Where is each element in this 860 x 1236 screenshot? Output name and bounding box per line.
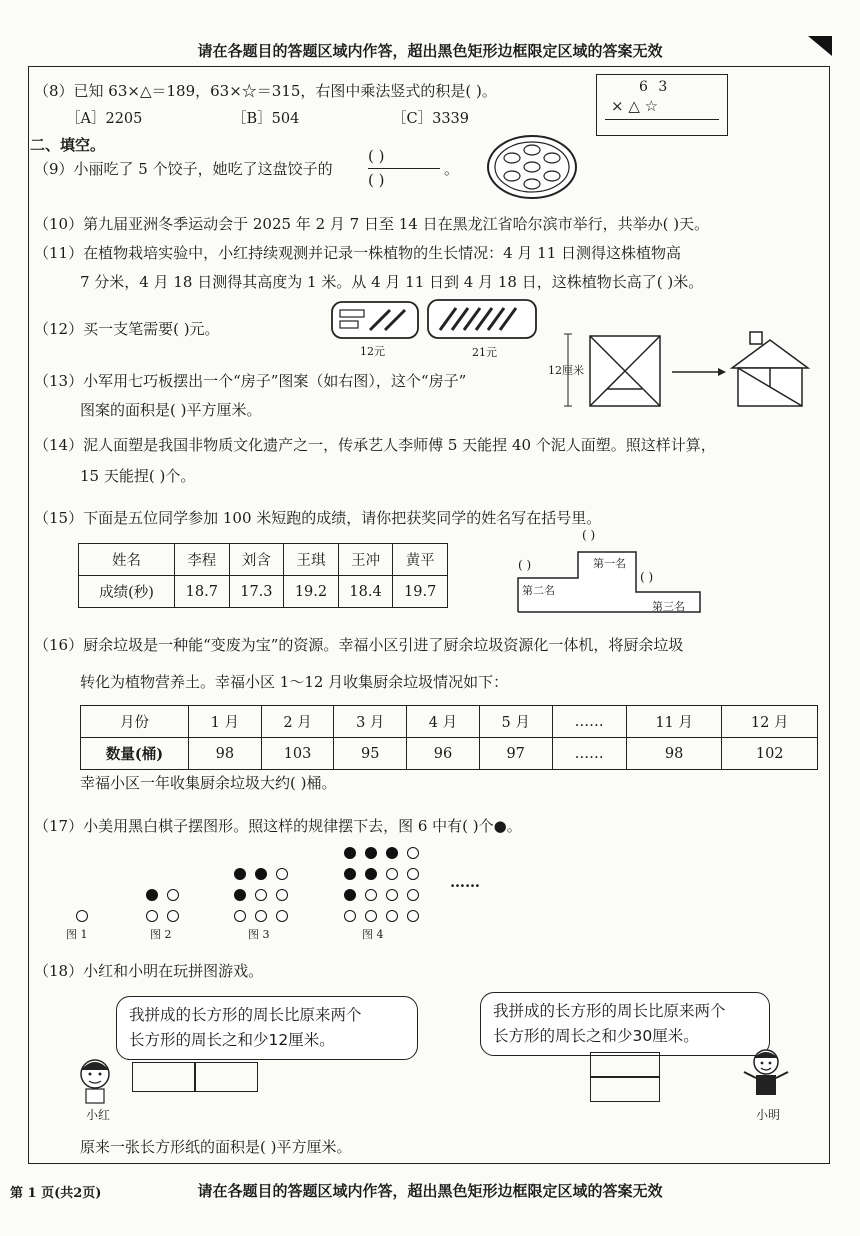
- table-cell: 3 月: [334, 706, 407, 738]
- white-piece: [276, 868, 288, 880]
- white-piece: [167, 910, 179, 922]
- fig-1-label: 图 1: [66, 928, 88, 941]
- table-cell: 96: [407, 738, 480, 770]
- table-cell: 王冲: [338, 544, 393, 576]
- table-row: [81, 706, 818, 738]
- white-piece: [386, 889, 398, 901]
- white-piece: [386, 910, 398, 922]
- section-fill-title: 二、填空。: [30, 136, 106, 154]
- table-row: [81, 738, 818, 770]
- black-piece: [365, 868, 377, 880]
- table-cell: 19.2: [284, 576, 339, 608]
- q8-fig-bottom: × △ ☆: [611, 97, 659, 115]
- q13-line2: 图案的面积是( )平方厘米。: [80, 401, 262, 419]
- table-cell: 97: [479, 738, 552, 770]
- q9-text: （9）小丽吃了 5 个饺子，她吃了这盘饺子的: [34, 160, 333, 178]
- table-cell: 18.7: [175, 576, 230, 608]
- q9-frac-denominator[interactable]: ( ): [368, 171, 385, 189]
- fig-4-label: 图 4: [362, 928, 384, 941]
- q9-end: 。: [444, 160, 460, 178]
- pattern-ellipsis: ……: [450, 873, 480, 891]
- speech-bubble-xiaoming: 我拼成的长方形的周长比原来两个 长方形的周长之和少30厘米。: [480, 992, 770, 1056]
- q18-text: （18）小红和小明在玩拼图游戏。: [34, 962, 264, 980]
- podium-first-blank[interactable]: ( ): [582, 528, 596, 542]
- fig-2-label: 图 2: [150, 928, 172, 941]
- black-piece: [344, 868, 356, 880]
- q10-text: （10）第九届亚洲冬季运动会于 2025 年 2 月 7 日至 14 日在黑龙江省哈尔滨市举行，共举办( )天。: [34, 215, 710, 233]
- table-cell: 4 月: [407, 706, 480, 738]
- q8-option-b[interactable]: ［B］504: [232, 111, 300, 127]
- table-cell: 王琪: [284, 544, 339, 576]
- q17-text: （17）小美用黑白棋子摆图形。照这样的规律摆下去，图 6 中有( )个●。: [34, 817, 522, 835]
- table-cell: 18.4: [338, 576, 393, 608]
- xiaoming-avatar: [738, 1044, 794, 1106]
- black-piece: [386, 847, 398, 859]
- table-cell: 95: [334, 738, 407, 770]
- podium-second-blank[interactable]: ( ): [518, 558, 532, 572]
- table-cell: 数量(桶): [81, 738, 189, 770]
- speech-bubble-xiaohong: 我拼成的长方形的周长比原来两个 长方形的周长之和少12厘米。: [116, 996, 418, 1060]
- table-cell: 5 月: [479, 706, 552, 738]
- q15-score-table: [78, 543, 448, 608]
- table-cell: ……: [552, 706, 626, 738]
- white-piece: [407, 868, 419, 880]
- q16-line3: 幸福小区一年收集厨余垃圾大约( )桶。: [80, 774, 337, 792]
- q13-line1: （13）小军用七巧板摆出一个“房子”图案（如右图），这个“房子”: [34, 372, 467, 390]
- table-cell: 姓名: [79, 544, 175, 576]
- table-cell: 月份: [81, 706, 189, 738]
- white-piece: [407, 847, 419, 859]
- white-piece: [255, 889, 267, 901]
- table-row: [79, 544, 448, 576]
- q14-line2: 15 天能捏( )个。: [80, 467, 196, 485]
- q11-line1: （11）在植物栽培实验中，小红持续观测并记录一株植物的生长情况：4 月 11 日测得这株植物高: [34, 244, 682, 262]
- black-piece: [365, 847, 377, 859]
- white-piece: [407, 889, 419, 901]
- q16-waste-table: [80, 705, 818, 770]
- table-cell: 2 月: [261, 706, 334, 738]
- black-piece: [234, 868, 246, 880]
- fig-3-label: 图 3: [248, 928, 270, 941]
- podium-third-blank[interactable]: ( ): [640, 570, 654, 584]
- q12-text: （12）买一支笔需要( )元。: [34, 320, 220, 338]
- black-piece: [146, 889, 158, 901]
- dumpling-plate-image: [486, 134, 578, 200]
- white-piece: [276, 910, 288, 922]
- podium-first-label: 第一名: [593, 557, 626, 570]
- q8-option-c[interactable]: ［C］3339: [392, 111, 469, 127]
- table-cell: 成绩(秒): [79, 576, 175, 608]
- top-header: 请在各题目的答题区域内作答，超出黑色矩形边框限定区域的答案无效: [197, 42, 663, 60]
- white-piece: [344, 910, 356, 922]
- pen-box-two-image: [426, 298, 538, 340]
- table-cell: ……: [552, 738, 626, 770]
- white-piece: [167, 889, 179, 901]
- xiaohong-avatar: [70, 1052, 120, 1112]
- table-cell: 19.7: [393, 576, 448, 608]
- xiaoming-rect-top: [590, 1052, 660, 1078]
- black-piece: [344, 847, 356, 859]
- table-cell: 李程: [175, 544, 230, 576]
- black-piece: [344, 889, 356, 901]
- q14-line1: （14）泥人面塑是我国非物质文化遗产之一，传承艺人李师傅 5 天能捏 40 个泥人面塑。照这样计算，: [34, 436, 716, 454]
- table-cell: 1 月: [189, 706, 262, 738]
- table-cell: 102: [722, 738, 818, 770]
- white-piece: [407, 910, 419, 922]
- white-piece: [76, 910, 88, 922]
- corner-marker: [808, 36, 832, 56]
- table-cell: 17.3: [229, 576, 284, 608]
- table-cell: 11 月: [626, 706, 722, 738]
- black-piece: [255, 868, 267, 880]
- table-cell: 刘含: [229, 544, 284, 576]
- white-piece: [276, 889, 288, 901]
- table-cell: 黄平: [393, 544, 448, 576]
- table-cell: 98: [189, 738, 262, 770]
- q18-question: 原来一张长方形纸的面积是( )平方厘米。: [80, 1138, 352, 1156]
- q16-line1: （16）厨余垃圾是一种能“变废为宝”的资源。幸福小区引进了厨余垃圾资源化一体机，将厨余垃圾: [34, 636, 684, 654]
- pen-box-one-price: 12元: [360, 345, 385, 358]
- white-piece: [365, 910, 377, 922]
- tangram-side-label: 12厘米: [548, 364, 584, 377]
- white-piece: [255, 910, 267, 922]
- xiaoming-rect-bottom: [590, 1076, 660, 1102]
- black-piece: [234, 889, 246, 901]
- q9-frac-numerator[interactable]: ( ): [368, 147, 385, 165]
- white-piece: [365, 889, 377, 901]
- pen-box-two-price: 21元: [472, 346, 497, 359]
- q8-text: （8）已知 63×△＝189，63×☆＝315，右图中乘法竖式的积是( )。: [34, 82, 497, 100]
- q11-line2: 7 分米，4 月 18 日测得其高度为 1 米。从 4 月 11 日到 4 月 18 日，这株植物长高了( )米。: [80, 273, 704, 291]
- q16-line2: 转化为植物营养土。幸福小区 1～12 月收集厨余垃圾情况如下：: [80, 673, 509, 691]
- xiaohong-name: 小红: [86, 1108, 111, 1122]
- table-row: [79, 576, 448, 608]
- xiaohong-rect-left: [132, 1062, 196, 1092]
- white-piece: [234, 910, 246, 922]
- bottom-header: 请在各题目的答题区域内作答，超出黑色矩形边框限定区域的答案无效: [197, 1182, 663, 1200]
- tangram-figure: [560, 330, 830, 410]
- table-cell: 98: [626, 738, 722, 770]
- xiaohong-rect-right: [194, 1062, 258, 1092]
- table-cell: 103: [261, 738, 334, 770]
- podium-second-label: 第二名: [522, 584, 555, 597]
- table-cell: 12 月: [722, 706, 818, 738]
- q15-text: （15）下面是五位同学参加 100 米短跑的成绩，请你把获奖同学的姓名写在括号里。: [34, 509, 602, 527]
- pen-box-one-image: [330, 300, 420, 340]
- white-piece: [146, 910, 158, 922]
- page-number: 第 1 页(共2页): [10, 1186, 102, 1201]
- white-piece: [386, 868, 398, 880]
- q8-multiplication-figure: [596, 74, 728, 136]
- podium-third-label: 第三名: [652, 600, 685, 613]
- q8-option-a[interactable]: ［A］2205: [66, 111, 143, 127]
- q8-fig-top: 6 3: [639, 79, 671, 95]
- xiaoming-name: 小明: [756, 1108, 781, 1122]
